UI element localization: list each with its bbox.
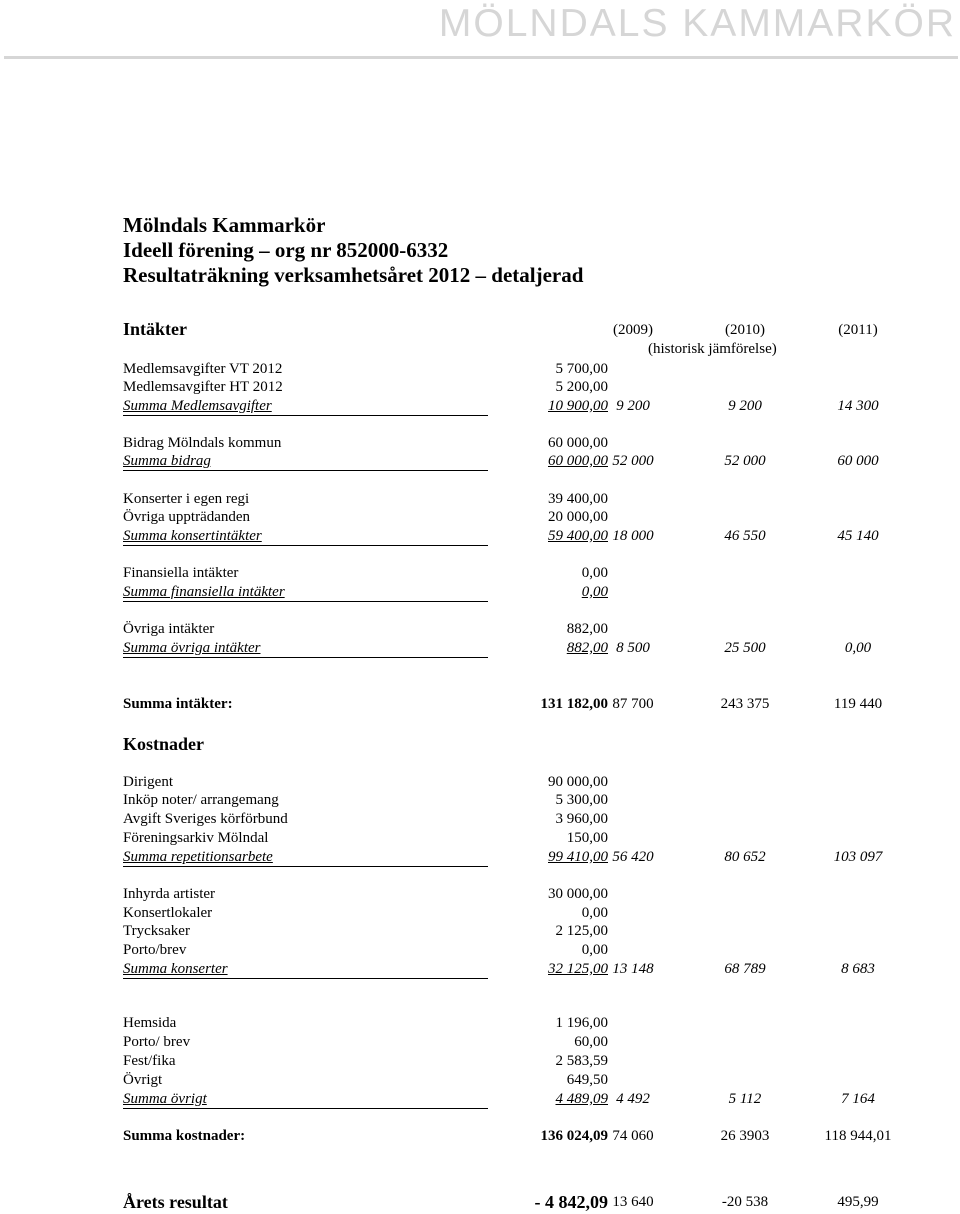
row-amount: 0,00: [581, 584, 608, 600]
table-row: [123, 922, 883, 941]
costs-total-amount: 136 024,09: [540, 1128, 608, 1144]
table-row: [123, 508, 883, 527]
row-2009: 13 148: [612, 961, 654, 977]
subtotal-row: [123, 527, 883, 546]
row-label: Övrigt: [123, 1072, 163, 1088]
table-row: [123, 885, 883, 904]
row-2010: 9 200: [728, 398, 762, 414]
table-row: [123, 904, 883, 923]
row-label: Medlemsavgifter VT 2012: [123, 361, 283, 377]
row-amount: 1 196,00: [555, 1015, 608, 1031]
row-amount: 60 000,00: [548, 453, 608, 469]
row-label: Medlemsavgifter HT 2012: [123, 379, 283, 395]
table-row: [123, 378, 883, 397]
row-2011: 7 164: [841, 1091, 875, 1107]
subtotal-row: [123, 452, 883, 471]
income-total-amount: 131 182,00: [540, 696, 608, 712]
row-amount: 59 400,00: [548, 528, 608, 544]
row-2010: 46 550: [724, 528, 766, 544]
costs-total-2010: 26 3903: [720, 1128, 770, 1144]
row-amount: 0,00: [581, 565, 608, 581]
table-row: [123, 490, 883, 509]
costs-total-2011: 118 944,01: [824, 1128, 892, 1144]
row-amount: 20 000,00: [548, 509, 608, 525]
row-label: Summa övriga intäkter: [123, 640, 261, 656]
table-row: [123, 1033, 883, 1052]
costs-total-row: [123, 1127, 892, 1146]
row-amount: 150,00: [566, 830, 608, 846]
table-row: [123, 1071, 883, 1090]
row-amount: 2 583,59: [555, 1053, 608, 1069]
result-row: [123, 1190, 883, 1214]
result-2009: 13 640: [612, 1194, 654, 1210]
row-2009: 18 000: [612, 528, 654, 544]
row-2011: 14 300: [837, 398, 879, 414]
result-2010: -20 538: [721, 1194, 769, 1210]
row-amount: 0,00: [581, 942, 608, 958]
row-amount: 2 125,00: [555, 923, 608, 939]
income-heading: Intäkter: [123, 319, 187, 339]
costs-total-2009: 74 060: [612, 1128, 654, 1144]
title-org-number: Ideell förening – org nr 852000-6332: [123, 238, 449, 262]
row-amount: 5 300,00: [555, 792, 608, 808]
table-row: [123, 773, 883, 792]
row-label: Avgift Sveriges körförbund: [123, 811, 288, 827]
subtotal-row: [123, 639, 883, 658]
row-2011: 45 140: [837, 528, 879, 544]
row-label: Fest/fika: [123, 1053, 176, 1069]
title-report-name: Resultaträkning verksamhetsåret 2012 – detaljerad: [123, 263, 584, 287]
row-label: Summa Medlemsavgifter: [123, 398, 272, 414]
table-row: [123, 434, 883, 453]
row-amount: 90 000,00: [548, 774, 608, 790]
row-2010: 25 500: [724, 640, 766, 656]
subtotal-row: [123, 397, 883, 416]
row-amount: 60 000,00: [548, 435, 608, 451]
subtotal-row: [123, 960, 883, 979]
row-amount: 649,50: [566, 1072, 608, 1088]
row-amount: 5 200,00: [555, 379, 608, 395]
year-header-2011: (2011): [838, 322, 878, 338]
row-label: Hemsida: [123, 1015, 177, 1031]
row-label: Övriga uppträdanden: [123, 509, 251, 525]
income-total-2011: 119 440: [833, 696, 883, 712]
row-label: Porto/ brev: [123, 1034, 191, 1050]
table-row: [123, 564, 883, 583]
row-label: Finansiella intäkter: [123, 565, 239, 581]
header-rule: [4, 56, 958, 59]
row-2011: 60 000: [837, 453, 879, 469]
row-2011: 103 097: [833, 849, 883, 865]
row-label: Bidrag Mölndals kommun: [123, 435, 282, 451]
row-label: Konserter i egen regi: [123, 491, 250, 507]
income-total-row: [123, 695, 883, 714]
row-2009: 8 500: [616, 640, 650, 656]
costs-total-label: Summa kostnader:: [123, 1128, 246, 1144]
row-2010: 80 652: [724, 849, 766, 865]
table-row: [123, 620, 883, 639]
row-2011: 0,00: [844, 640, 872, 656]
table-row: [123, 1014, 883, 1033]
subtotal-row: [123, 848, 883, 867]
row-label: Summa konsertintäkter: [123, 528, 262, 544]
row-amount: 39 400,00: [548, 491, 608, 507]
income-total-2009: 87 700: [612, 696, 654, 712]
subtotal-row: [123, 583, 883, 602]
table-row: [123, 791, 883, 810]
row-label: Inhyrda artister: [123, 886, 216, 902]
table-row: [123, 829, 883, 848]
year-header-2009: (2009): [613, 322, 653, 338]
row-2011: 8 683: [841, 961, 875, 977]
row-label: Konsertlokaler: [123, 905, 213, 921]
income-total-2010: 243 375: [720, 696, 770, 712]
income-total-label: Summa intäkter:: [123, 696, 233, 712]
row-label: Summa finansiella intäkter: [123, 584, 285, 600]
row-2009: 52 000: [612, 453, 654, 469]
subtotal-row: [123, 1090, 883, 1109]
row-2009: 56 420: [612, 849, 654, 865]
row-amount: 3 960,00: [555, 811, 608, 827]
row-label: Föreningsarkiv Mölndal: [123, 830, 269, 846]
row-amount: 30 000,00: [548, 886, 608, 902]
table-row: [123, 1052, 883, 1071]
row-label: Porto/brev: [123, 942, 187, 958]
historic-comparison-note: (historisk jämförelse): [648, 341, 777, 357]
row-label: Summa bidrag: [123, 453, 211, 469]
row-label: Trycksaker: [123, 923, 190, 939]
result-label: Årets resultat: [123, 1192, 228, 1212]
table-row: [123, 810, 883, 829]
title-org-name: Mölndals Kammarkör: [123, 213, 326, 237]
row-amount: 10 900,00: [548, 398, 608, 414]
row-label: Dirigent: [123, 774, 173, 790]
table-row: [123, 360, 883, 379]
row-amount: 99 410,00: [548, 849, 608, 865]
row-amount: 60,00: [574, 1034, 608, 1050]
row-label: Övriga intäkter: [123, 621, 215, 637]
row-2009: 9 200: [616, 398, 650, 414]
costs-heading: Kostnader: [123, 734, 204, 754]
year-header-2010: (2010): [725, 322, 765, 338]
row-amount: 882,00: [566, 621, 608, 637]
row-amount: 5 700,00: [555, 361, 608, 377]
result-2011: 495,99: [837, 1194, 879, 1210]
row-label: Summa repetitionsarbete: [123, 849, 273, 865]
row-2010: 5 112: [728, 1091, 762, 1107]
result-amount: - 4 842,09: [534, 1192, 608, 1212]
row-label: Summa konserter: [123, 961, 228, 977]
row-label: Summa övrigt: [123, 1091, 207, 1107]
row-2010: 52 000: [724, 453, 766, 469]
row-amount: 0,00: [581, 905, 608, 921]
document-title: [123, 213, 583, 288]
row-amount: 4 489,09: [555, 1091, 608, 1107]
row-amount: 32 125,00: [548, 961, 608, 977]
table-row: [123, 941, 883, 960]
row-2010: 68 789: [724, 961, 766, 977]
row-2009: 4 492: [616, 1091, 650, 1107]
row-label: Inköp noter/ arrangemang: [123, 792, 279, 808]
brand-logo: MÖLNDALS KAMMARKÖR: [438, 2, 956, 45]
row-amount: 882,00: [566, 640, 608, 656]
